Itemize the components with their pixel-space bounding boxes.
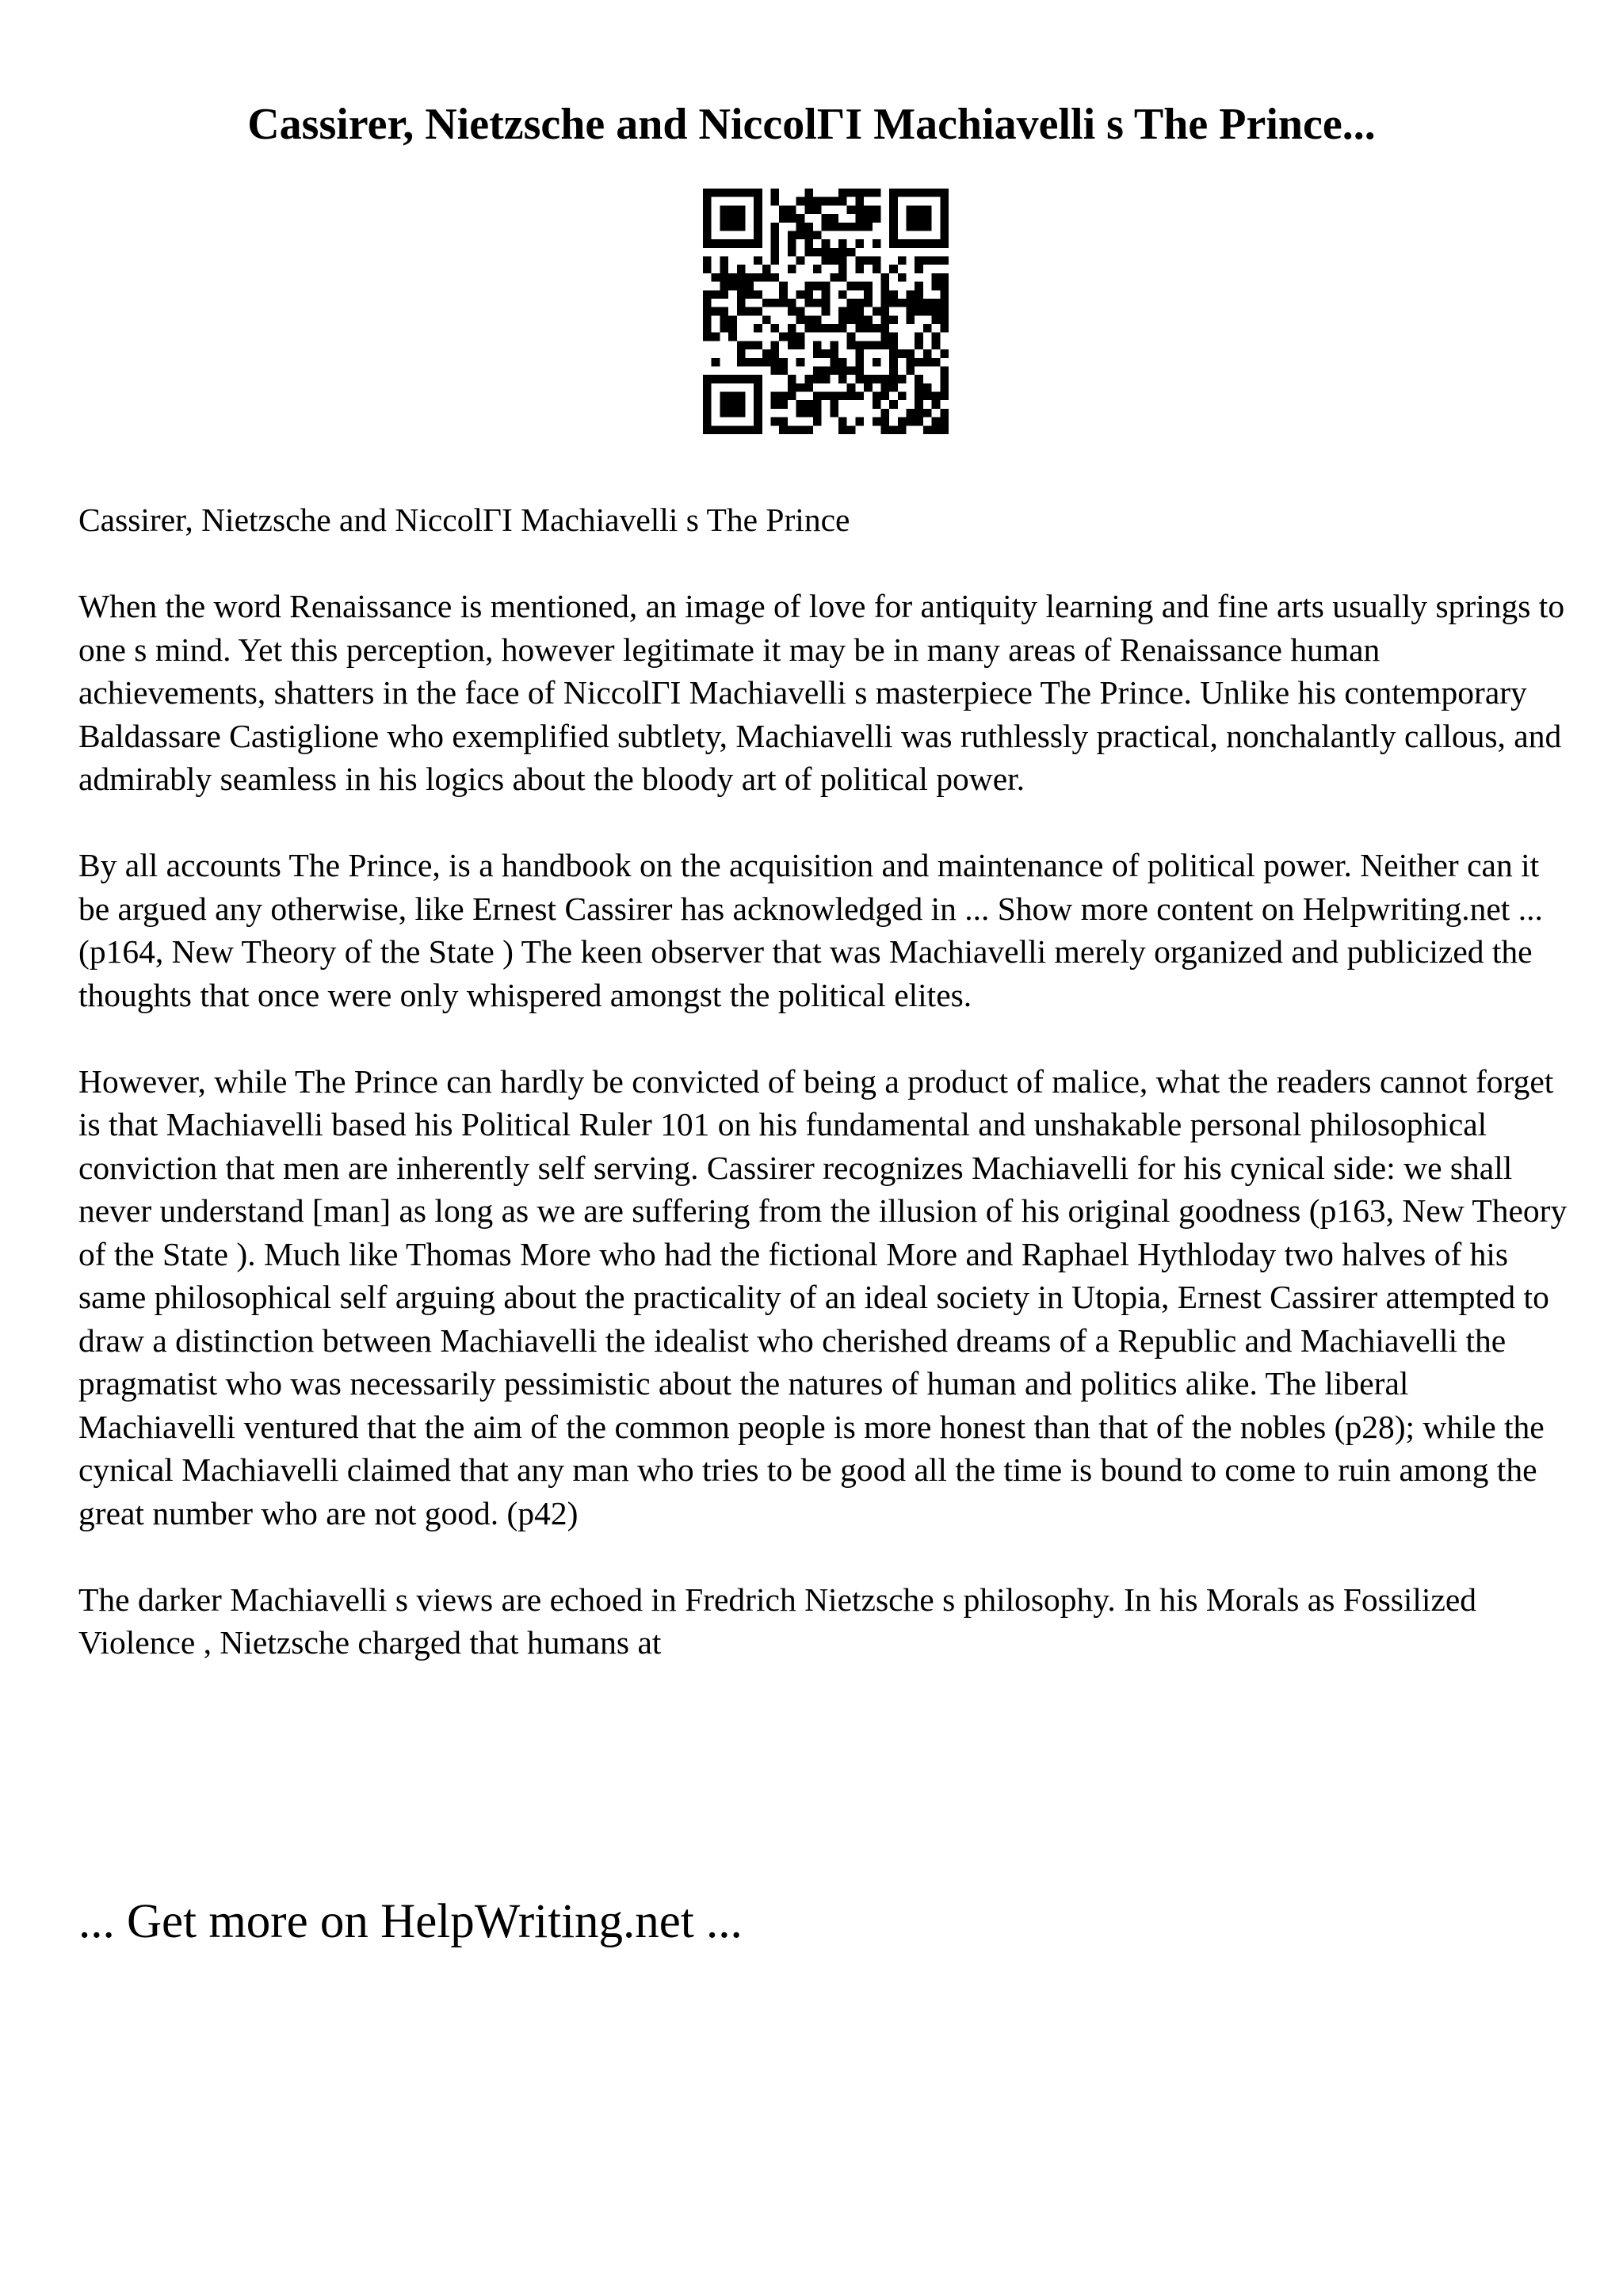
- get-more-link[interactable]: ... Get more on HelpWriting.net ...: [78, 1895, 743, 1948]
- qr-code-icon[interactable]: [703, 189, 949, 434]
- document-body: [78, 498, 1568, 1707]
- paragraph-cassirer: However, while The Prince can hardly be convicted of being a product of malice, what the readers cannot forget is that Machiavelli based his Political Ruler 101 on his fundamental and unshakable personal philosophical conviction that men are inherently self serving. Cassirer recognizes Machiavelli for his cynical side: we shall never understand [man] as long as we are suffering from the illusion of his original goodness (p163, New Theory of the State ). Much like Thomas More who had the fictional More and Raphael Hythloday two halves of his same philosophical self arguing about the practicality of an ideal society in Utopia, Ernest Cassirer attempted to draw a distinction between Machiavelli the idealist who cherished dreams of a Republic and Machiavelli the pragmatist who was necessarily pessimistic about the natures of human and politics alike. The liberal Machiavelli ventured that the aim of the common people is more honest than that of the nobles (p28); while the cynical Machiavelli claimed that any man who tries to be good all the time is bound to come to ruin among the great number who are not good. (p42): [78, 1062, 1568, 1531]
- paragraph-observer: (p164, New Theory of the State ) The keen observer that was Machiavelli merely organized and publicized the thoughts that once were only whispered amongst the political elites.: [78, 933, 1533, 1013]
- paragraph-nietzsche: The darker Machiavelli s views are echoed in Fredrich Nietzsche s philosophy. In his Morals as Fossilized Violence , Nietzsche charged that humans at: [78, 1581, 1477, 1661]
- document-title: Cassirer, Nietzsche and NiccolΓI Machiavelli s The Prince...: [247, 100, 1376, 149]
- paragraph-handbook: By all accounts The Prince, is a handbook on the acquisition and maintenance of political power. Neither can it be argued any otherwise, like Ernest Cassirer has acknowledged in ... Show more content on Helpwriting.net ...: [78, 847, 1543, 927]
- paragraph-intro: When the word Renaissance is mentioned, an image of love for antiquity learning and fine arts usually springs to one s mind. Yet this perception, however legitimate it may be in many areas of Renaissance human achievements, shatters in the face of NiccolΓI Machiavelli s masterpiece The Prince. Unlike his contemporary Baldassare Castiglione who exemplified subtlety, Machiavelli was ruthlessly practical, nonchalantly callous, and admirably seamless in his logics about the bloody art of political power.: [78, 588, 1565, 797]
- document-subtitle: Cassirer, Nietzsche and NiccolΓI Machiavelli s The Prince: [78, 502, 850, 538]
